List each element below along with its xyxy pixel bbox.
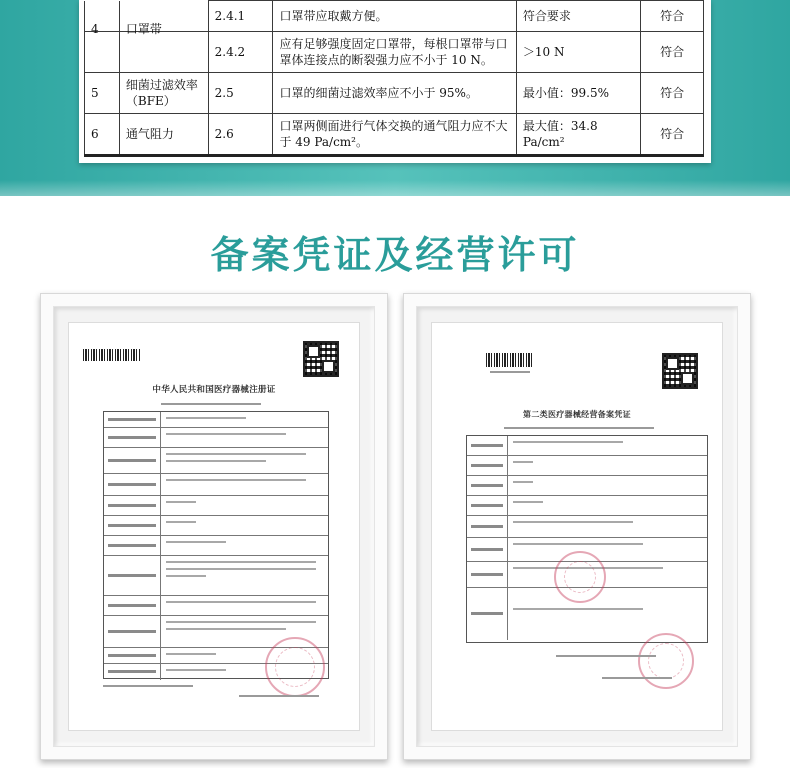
filing-number-line [504,427,654,429]
requirement-text: 口罩带应取戴方便。 [273,1,516,32]
judgement: 符合 [641,114,704,156]
requirement-text: 应有足够强度固定口罩带，每根口罩带与口罩体连接点的断裂强力应不小于 10 N。 [273,32,516,73]
issue-date-line [239,695,319,697]
issuer-line [556,655,656,657]
test-result: ＞10 N [516,32,640,73]
test-result: 最大值：34.8 Pa/cm² [516,114,640,156]
issuer-line [103,685,193,687]
table-row [467,436,707,456]
judgement: 符合 [641,32,704,73]
requirement-text: 口罩两侧面进行气体交换的通气阻力应不大于 49 Pa/cm²。 [273,114,516,156]
clause-number: 2.4.1 [208,1,273,32]
judgement: 符合 [641,1,704,32]
official-seal-icon [265,637,325,697]
table-row [467,496,707,516]
test-item: 通气阻力 [119,114,208,156]
table-row [104,596,328,616]
table-row [104,516,328,536]
table-row [104,448,328,474]
registration-certificate [68,322,360,731]
certificate-heading: 中华人民共和国医疗器械注册证 [152,385,276,395]
clause-number: 2.6 [208,114,273,156]
test-item: 细菌过滤效率（BFE） [119,73,208,114]
table-row [467,516,707,538]
certificate-frame-left [40,293,388,760]
table-row [104,474,328,496]
certificate-number-line [161,403,261,405]
official-seal-icon [638,633,694,689]
test-item: 口罩带 [119,18,208,59]
test-report-paper [79,0,711,163]
judgement: 符合 [641,73,704,114]
table-row [467,456,707,476]
certificate-heading: 第二类医疗器械经营备案凭证 [523,410,631,419]
table-row [467,476,707,496]
table-row [104,496,328,516]
test-result: 最小值：99.5% [516,73,640,114]
certificate-frame-right [403,293,751,760]
official-seal-icon [554,551,606,603]
test-result: 符合要求 [516,1,640,32]
issue-date-line [602,677,672,679]
requirement-text: 口罩的细菌过滤效率应不小于 95%。 [273,73,516,114]
barcode-icon [83,349,141,361]
top-band-fade [0,180,790,196]
row-number: 5 [85,73,120,114]
qr-code-icon [662,353,698,389]
table-row [104,412,328,428]
table-row [104,556,328,596]
barcode-icon [486,353,534,367]
business-filing-certificate [431,322,723,731]
row-number: 6 [85,114,120,156]
section-title: 备案凭证及经营许可 [210,233,580,277]
clause-number: 2.4.2 [208,32,273,73]
table-row [104,428,328,448]
table-row [85,114,704,156]
certificate-table [466,435,708,643]
row-number: 4 [85,18,120,59]
test-report-table [84,0,704,157]
table-row [85,73,704,114]
clause-number: 2.5 [208,73,273,114]
barcode-number-line [490,371,530,373]
table-row [85,32,704,73]
qr-code-icon [303,341,339,377]
table-row [104,536,328,556]
